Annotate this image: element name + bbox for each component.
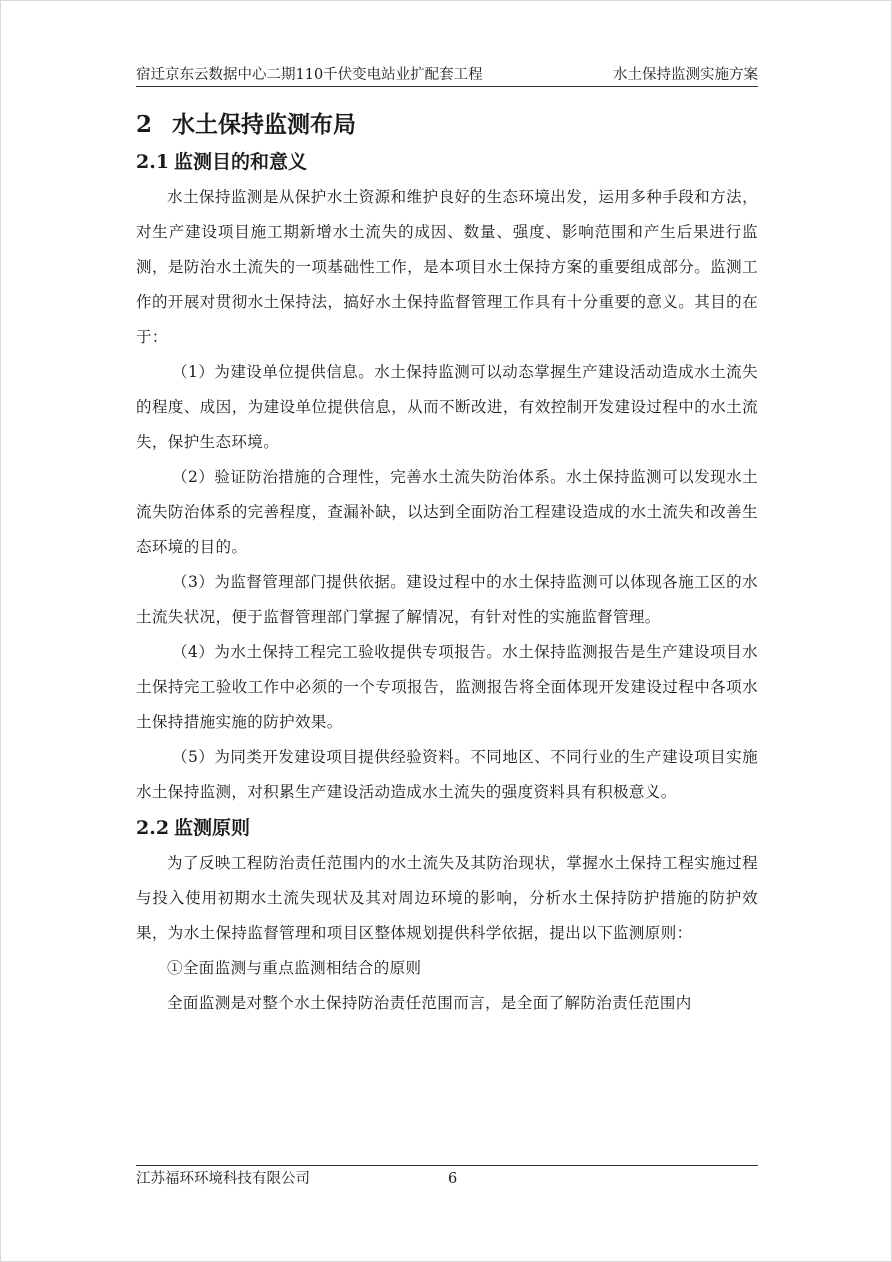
paragraph-item-1: （1）为建设单位提供信息。水土保持监测可以动态掌握生产建设活动造成水土流失的程度、成因，为建设单位提供信息，从而不断改进，有效控制开发建设过程中的水土流失，保护生态环境。 bbox=[136, 363, 758, 451]
paragraph-item-2: （2）验证防治措施的合理性，完善水土流失防治体系。水土保持监测可以发现水土流失防治体系的完善程度，查漏补缺，以达到全面防治工程建设造成的水土流失和改善生态环境的目的。 bbox=[136, 468, 758, 556]
footer-company: 江苏福环环境科技有限公司 bbox=[136, 1171, 310, 1187]
footer-rule bbox=[136, 1165, 758, 1166]
subsection-number: 2.2 bbox=[136, 817, 170, 839]
page-header bbox=[136, 64, 758, 86]
paragraph-item-3: （3）为监督管理部门提供依据。建设过程中的水土保持监测可以体现各施工区的水土流失状况，便于监督管理部门掌握了解情况，有针对性的实施监督管理。 bbox=[136, 573, 758, 626]
header-document-title: 水土保持监测实施方案 bbox=[613, 67, 758, 83]
section-title: 水土保持监测布局 bbox=[172, 111, 356, 138]
paragraph-intro: 水土保持监测是从保护水土资源和维护良好的生态环境出发，运用多种手段和方法，对生产建设项目施工期新增水土流失的成因、数量、强度、影响范围和产生后果进行监测，是防治水土流失的一项基础性工作，是本项目水土保持方案的重要组成部分。监测工作的开展对贯彻水土保持法，搞好水土保持监督管理工作具有十分重要的意义。其目的在于： bbox=[136, 188, 758, 346]
paragraph-principles-intro: 为了反映工程防治责任范围内的水土流失及其防治现状，掌握水土保持工程实施过程与投入使用初期水土流失现状及其对周边环境的影响，分析水土保持防护措施的防护效果，为水土保持监督管理和项目区整体规划提供科学依据，提出以下监测原则： bbox=[136, 854, 758, 942]
subsection-heading-2-2 bbox=[136, 810, 758, 846]
subsection-number: 2.1 bbox=[136, 151, 170, 173]
subsection-title: 监测原则 bbox=[174, 817, 251, 839]
section-heading bbox=[136, 106, 758, 144]
page-number: 6 bbox=[448, 1171, 458, 1187]
header-rule bbox=[136, 86, 758, 87]
subsection-title: 监测目的和意义 bbox=[174, 151, 308, 173]
header-project-title: 宿迁京东云数据中心二期110千伏变电站业扩配套工程 bbox=[136, 67, 483, 83]
section-number: 2 bbox=[136, 111, 153, 138]
principle-1-heading: ①全面监测与重点监测相结合的原则 bbox=[167, 959, 422, 977]
page-content bbox=[136, 106, 758, 1021]
paragraph-item-5: （5）为同类开发建设项目提供经验资料。不同地区、不同行业的生产建设项目实施水土保持监测，对积累生产建设活动造成水土流失的强度资料具有积极意义。 bbox=[136, 748, 758, 801]
paragraph-item-4: （4）为水土保持工程完工验收提供专项报告。水土保持监测报告是生产建设项目水土保持完工验收工作中必须的一个专项报告，监测报告将全面体现开发建设过程中各项水土保持措施实施的防护效果。 bbox=[136, 643, 758, 731]
principle-1-text: 全面监测是对整个水土保持防治责任范围而言，是全面了解防治责任范围内 bbox=[167, 994, 692, 1012]
subsection-heading-2-1 bbox=[136, 144, 758, 180]
